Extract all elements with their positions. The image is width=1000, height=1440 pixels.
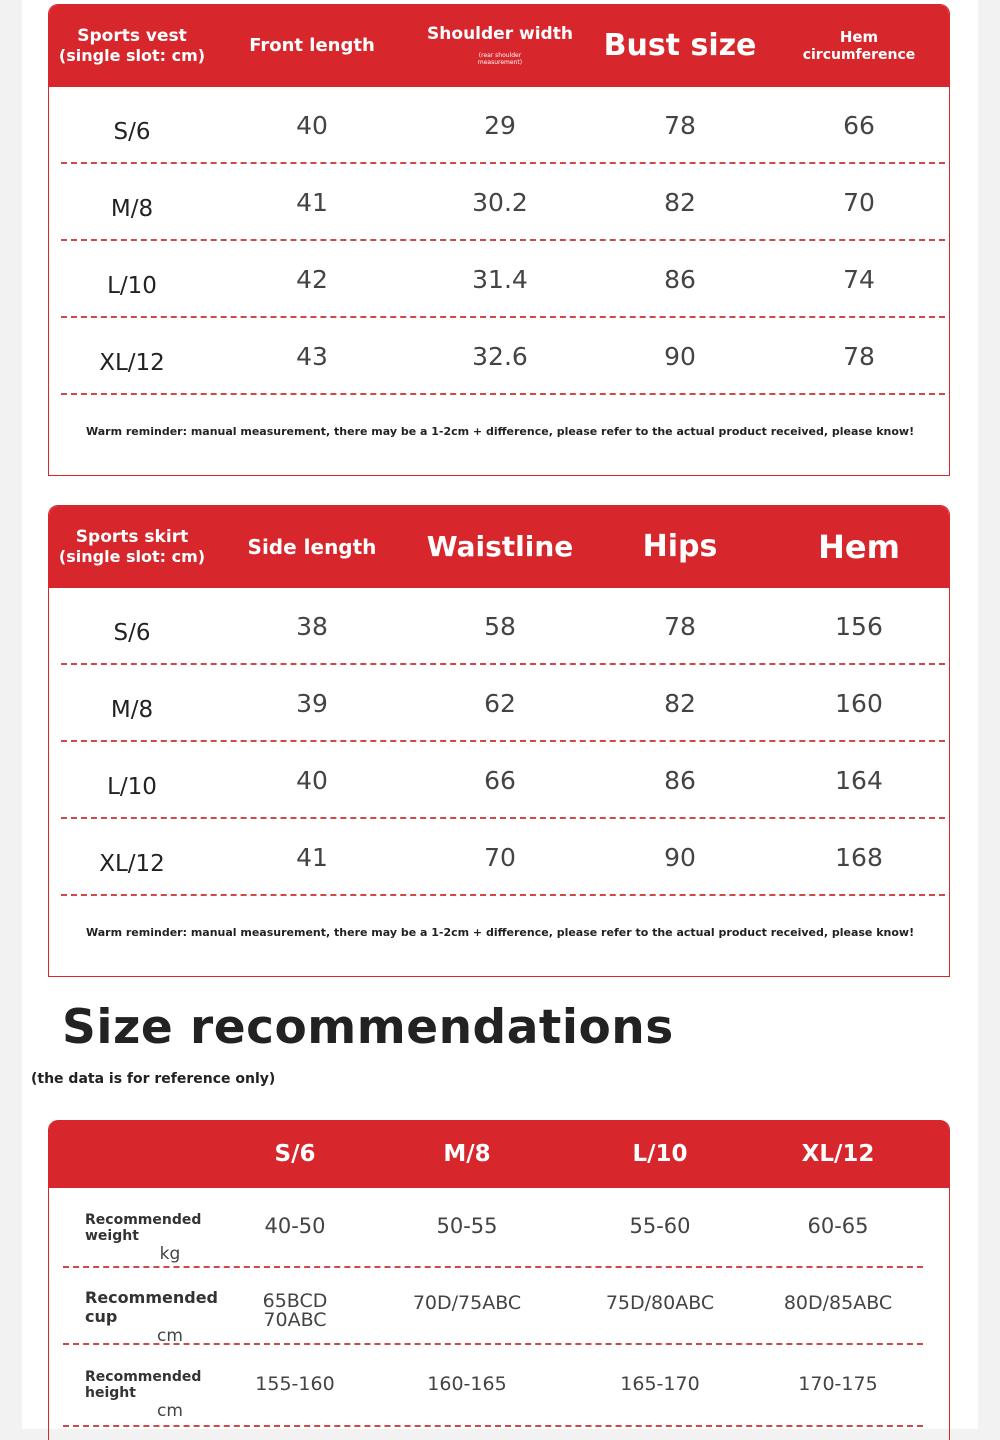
recommendation-value — [758, 1266, 918, 1341]
recommendation-value-line: 165-170 — [620, 1372, 700, 1395]
column-header-sub: (rear shoulder measurement) — [477, 51, 523, 66]
measurement-value: 86 — [664, 265, 696, 294]
measurement-value: 78 — [664, 111, 696, 140]
column-header-1 — [222, 5, 402, 87]
recommendation-value-line: 40-50 — [264, 1213, 326, 1238]
column-header-sub: (single slot: cm) — [58, 45, 206, 65]
measurement-value: 78 — [843, 342, 875, 371]
measurement-value: 32.6 — [472, 342, 528, 371]
size-header-3: XL/12 — [801, 1141, 875, 1167]
size-label: L/10 — [107, 272, 157, 299]
recommendation-value-line: 160-165 — [427, 1372, 507, 1395]
column-header-4 — [774, 5, 944, 87]
measurement-value: 42 — [296, 265, 328, 294]
column-header-0 — [48, 5, 217, 87]
column-header-main: Sports skirt — [75, 527, 189, 548]
measurement-value: 41 — [296, 188, 328, 217]
measurement-value: 160 — [835, 689, 883, 718]
column-header-main: Hem — [839, 28, 879, 47]
measurement-value: 78 — [664, 612, 696, 641]
row-divider — [61, 393, 945, 395]
recommendation-value-line: 170-175 — [798, 1372, 878, 1395]
size-header-1: M/8 — [443, 1141, 491, 1167]
recommendation-value — [215, 1188, 375, 1264]
size-header-2: L/10 — [632, 1141, 688, 1167]
measurement-value: 82 — [664, 188, 696, 217]
recommendation-value-line: 65BCD — [262, 1289, 328, 1312]
size-label: XL/12 — [99, 349, 165, 376]
measurement-value: 39 — [296, 689, 328, 718]
recommendation-label-unit: kg — [159, 1244, 181, 1264]
warm-reminder-note: Warm reminder: manual measurement, there may be a 1-2cm + difference, please refer to the actual product received, please know! — [86, 926, 915, 939]
recommendation-label-unit: cm — [157, 1401, 183, 1421]
size-label: M/8 — [110, 696, 154, 723]
measurement-value: 40 — [296, 111, 328, 140]
vest-table-header — [49, 5, 949, 87]
column-header-main: Sports vest — [77, 26, 187, 47]
column-header-2 — [405, 5, 595, 87]
table-row — [49, 819, 949, 896]
column-header-main: Bust size — [603, 27, 757, 63]
warm-reminder-note: Warm reminder: manual measurement, there may be a 1-2cm + difference, please refer to the actual product received, please know! — [86, 425, 915, 438]
column-header-main: Hips — [642, 528, 718, 564]
size-header-0: S/6 — [274, 1141, 316, 1167]
table-row — [49, 318, 949, 395]
size-label: S/6 — [113, 619, 151, 646]
measurement-value: 168 — [835, 843, 883, 872]
measurement-value: 164 — [835, 766, 883, 795]
recommendation-value — [215, 1266, 375, 1341]
measurement-value: 74 — [843, 265, 875, 294]
table-row — [49, 665, 949, 742]
column-header-2 — [405, 506, 595, 588]
recommendation-label-main: Recommended cup — [85, 1288, 218, 1326]
recommendation-value-line: 50-55 — [436, 1213, 498, 1238]
column-header-sub: (single slot: cm) — [58, 546, 206, 566]
recommendation-label-unit: cm — [157, 1326, 183, 1346]
recommendation-row — [49, 1188, 949, 1268]
recommendation-value-line: 155-160 — [255, 1372, 335, 1395]
measurement-value: 29 — [484, 111, 516, 140]
recommendation-value — [215, 1345, 375, 1423]
recommendation-value — [387, 1345, 547, 1423]
measurement-value: 86 — [664, 766, 696, 795]
measurement-value: 30.2 — [472, 188, 528, 217]
measurement-value: 90 — [664, 843, 696, 872]
table-row — [49, 241, 949, 318]
recommendation-value-line: 80D/85ABC — [783, 1292, 893, 1314]
size-label: XL/12 — [99, 850, 165, 877]
vest-size-table — [48, 4, 950, 476]
measurement-value: 41 — [296, 843, 328, 872]
skirt-table-header — [49, 506, 949, 588]
column-header-3 — [590, 5, 770, 87]
column-header-sub: circumference — [802, 46, 916, 63]
recommendation-value — [580, 1188, 740, 1264]
column-header-0 — [48, 506, 217, 588]
size-label: L/10 — [107, 773, 157, 800]
size-label: S/6 — [113, 118, 151, 145]
measurement-value: 66 — [484, 766, 516, 795]
table-row — [49, 87, 949, 164]
recommendations-header — [49, 1120, 949, 1188]
column-header-main: Waistline — [426, 529, 574, 563]
recommendation-value-line: 60-65 — [807, 1213, 869, 1238]
table-row — [49, 742, 949, 819]
measurement-value: 40 — [296, 766, 328, 795]
recommendation-value — [580, 1345, 740, 1423]
column-header-main: Hem — [818, 527, 900, 566]
recommendation-value — [580, 1266, 740, 1341]
recommendation-value-line: 70D/75ABC — [412, 1292, 522, 1314]
recommendation-value — [387, 1188, 547, 1264]
recommendations-subtitle: (the data is for reference only) — [31, 1071, 276, 1087]
row-divider — [63, 1425, 923, 1427]
column-header-3 — [590, 506, 770, 588]
measurement-value: 82 — [664, 689, 696, 718]
measurement-value: 58 — [484, 612, 516, 641]
recommendation-value-line: 70ABC — [263, 1308, 327, 1331]
recommendation-value-line: 75D/80ABC — [605, 1292, 715, 1314]
recommendations-table — [48, 1120, 950, 1440]
recommendation-value — [387, 1266, 547, 1341]
measurement-value: 43 — [296, 342, 328, 371]
row-divider — [61, 894, 945, 896]
recommendation-row — [49, 1266, 949, 1345]
column-header-4 — [774, 506, 944, 588]
recommendation-label-main: Recommended height — [85, 1369, 202, 1401]
skirt-size-table — [48, 505, 950, 977]
measurement-value: 70 — [484, 843, 516, 872]
recommendation-label-main: Recommended weight — [85, 1212, 202, 1244]
recommendation-row — [49, 1345, 949, 1427]
column-header-main: Shoulder width — [427, 24, 573, 45]
column-header-main: Front length — [249, 34, 375, 56]
measurement-value: 70 — [843, 188, 875, 217]
recommendation-value-line: 55-60 — [629, 1213, 691, 1238]
table-row — [49, 588, 949, 665]
recommendation-value — [758, 1345, 918, 1423]
measurement-value: 90 — [664, 342, 696, 371]
measurement-value: 156 — [835, 612, 883, 641]
recommendation-value — [758, 1188, 918, 1264]
measurement-value: 38 — [296, 612, 328, 641]
measurement-value: 31.4 — [472, 265, 528, 294]
measurement-value: 66 — [843, 111, 875, 140]
recommendations-title: Size recommendations — [62, 1000, 674, 1055]
size-label: M/8 — [110, 195, 154, 222]
column-header-1 — [222, 506, 402, 588]
column-header-main: Side length — [247, 534, 377, 559]
table-row — [49, 164, 949, 241]
measurement-value: 62 — [484, 689, 516, 718]
